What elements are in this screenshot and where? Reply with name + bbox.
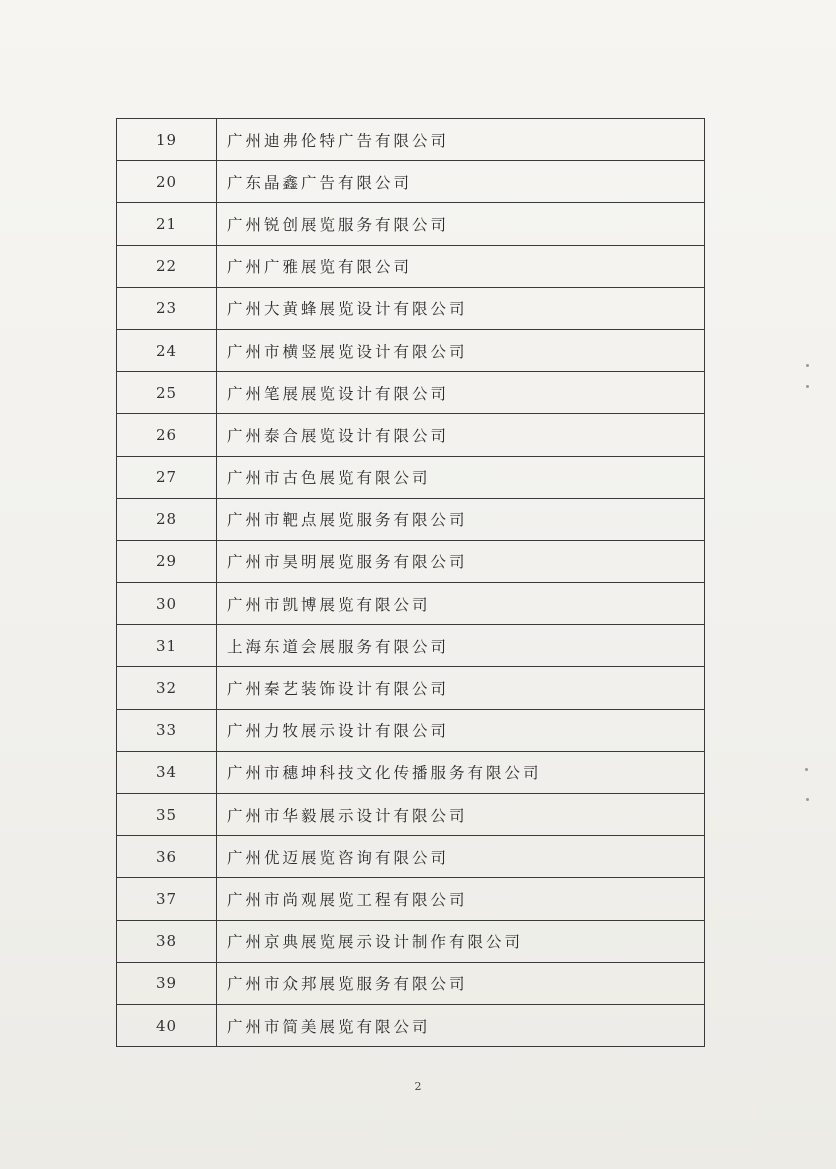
table-row (117, 1005, 705, 1047)
company-name: 广州秦艺装饰设计有限公司 (217, 667, 705, 708)
row-number: 37 (117, 878, 217, 919)
company-name: 上海东道会展服务有限公司 (217, 625, 705, 666)
company-name: 广州市华毅展示设计有限公司 (217, 794, 705, 835)
table-row (117, 963, 705, 1005)
table-row (117, 752, 705, 794)
table-row (117, 625, 705, 667)
table-row (117, 499, 705, 541)
row-number: 28 (117, 499, 217, 540)
scan-speck (806, 364, 809, 367)
company-name: 广州市凯博展览有限公司 (217, 583, 705, 624)
row-number: 34 (117, 752, 217, 793)
row-number: 36 (117, 836, 217, 877)
company-name: 广州力牧展示设计有限公司 (217, 710, 705, 751)
scan-speck (805, 768, 808, 771)
row-number: 40 (117, 1005, 217, 1046)
company-name: 广州市简美展览有限公司 (217, 1005, 705, 1046)
row-number: 27 (117, 457, 217, 498)
company-table (116, 118, 705, 1047)
company-name: 广州市古色展览有限公司 (217, 457, 705, 498)
company-name: 广州市众邦展览服务有限公司 (217, 963, 705, 1004)
company-name: 广州大黄蜂展览设计有限公司 (217, 288, 705, 329)
row-number: 35 (117, 794, 217, 835)
table-row (117, 414, 705, 456)
table-row (117, 203, 705, 245)
table-row (117, 246, 705, 288)
table-row (117, 541, 705, 583)
row-number: 20 (117, 161, 217, 202)
row-number: 25 (117, 372, 217, 413)
company-name: 广州京典展览展示设计制作有限公司 (217, 921, 705, 962)
row-number: 26 (117, 414, 217, 455)
table-row (117, 836, 705, 878)
row-number: 23 (117, 288, 217, 329)
table-row (117, 667, 705, 709)
row-number: 30 (117, 583, 217, 624)
company-name: 广州市昊明展览服务有限公司 (217, 541, 705, 582)
scan-speck (806, 798, 809, 801)
row-number: 32 (117, 667, 217, 708)
company-name: 广州市横竖展览设计有限公司 (217, 330, 705, 371)
row-number: 22 (117, 246, 217, 287)
company-name: 广州优迈展览咨询有限公司 (217, 836, 705, 877)
table-row (117, 878, 705, 920)
row-number: 19 (117, 119, 217, 160)
table-row (117, 372, 705, 414)
table-row (117, 794, 705, 836)
table-row (117, 330, 705, 372)
row-number: 31 (117, 625, 217, 666)
row-number: 29 (117, 541, 217, 582)
company-name: 广州广雅展览有限公司 (217, 246, 705, 287)
company-name: 广州市靶点展览服务有限公司 (217, 499, 705, 540)
company-name: 广州迪弗伦特广告有限公司 (217, 119, 705, 160)
company-name: 广州市尚观展览工程有限公司 (217, 878, 705, 919)
row-number: 33 (117, 710, 217, 751)
company-name: 广州锐创展览服务有限公司 (217, 203, 705, 244)
scan-speck (806, 385, 809, 388)
row-number: 21 (117, 203, 217, 244)
company-name: 广州市穗坤科技文化传播服务有限公司 (217, 752, 705, 793)
table-row (117, 119, 705, 161)
company-name: 广东晶鑫广告有限公司 (217, 161, 705, 202)
row-number: 38 (117, 921, 217, 962)
table-row (117, 921, 705, 963)
row-number: 24 (117, 330, 217, 371)
table-row (117, 457, 705, 499)
table-row (117, 288, 705, 330)
table-row (117, 583, 705, 625)
page-number: 2 (414, 1080, 422, 1093)
row-number: 39 (117, 963, 217, 1004)
table-row (117, 710, 705, 752)
company-name: 广州笔展展览设计有限公司 (217, 372, 705, 413)
company-name: 广州泰合展览设计有限公司 (217, 414, 705, 455)
table-row (117, 161, 705, 203)
